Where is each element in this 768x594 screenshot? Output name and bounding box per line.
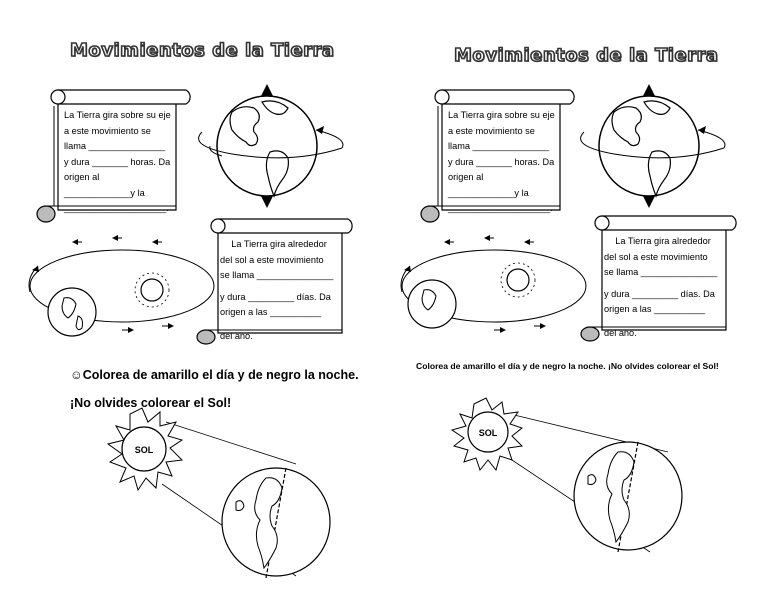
rotation-text bbox=[64, 108, 172, 217]
rotation-line: origen al bbox=[64, 172, 100, 182]
rotating-earth-figure bbox=[574, 82, 734, 212]
translation-line: del año. bbox=[604, 327, 637, 338]
instruction-text: Colorea de amarillo el día y de negro la noche. bbox=[82, 368, 359, 382]
rotation-line: llama _______________ bbox=[448, 141, 550, 151]
translation-line: del sol a este movimiento bbox=[604, 251, 708, 262]
rotation-line: llama _______________ bbox=[64, 141, 166, 151]
day-night-figure bbox=[438, 392, 698, 562]
rotation-line: ____________________. bbox=[448, 203, 553, 213]
translation-scroll bbox=[196, 215, 360, 345]
translation-text bbox=[604, 234, 722, 342]
translation-line: y dura _________ días. Da bbox=[604, 288, 715, 299]
rotation-line: a este movimiento se bbox=[448, 125, 535, 136]
instruction-text: Colorea de amarillo el día y de negro la noche. ¡No olvides colorear el Sol! bbox=[416, 361, 719, 371]
sun-label: SOL bbox=[134, 445, 154, 455]
sun-large bbox=[108, 408, 182, 490]
translation-line: La Tierra gira alrededor bbox=[231, 239, 327, 249]
smiley-icon: ☺ bbox=[70, 368, 83, 382]
rotation-text bbox=[448, 108, 556, 217]
rotation-line: _____________y la bbox=[448, 187, 529, 198]
north-pole-arrow bbox=[261, 84, 273, 96]
translation-line: se llama _______________ bbox=[220, 270, 334, 281]
rotation-scroll bbox=[420, 80, 580, 228]
orbit-figure bbox=[22, 234, 222, 344]
rotation-line: La Tierra gira sobre su eje bbox=[64, 110, 171, 120]
translation-line: del año. bbox=[220, 330, 253, 341]
instruction-line-2: ¡No olvides colorear el Sol! bbox=[70, 396, 232, 410]
sun-label: SOL bbox=[478, 428, 498, 438]
earth-large bbox=[222, 468, 330, 578]
translation-line: del sol a este movimiento bbox=[220, 254, 324, 265]
earth-small bbox=[48, 288, 96, 336]
worksheet-title: Movimientos de la Tierra bbox=[454, 45, 719, 66]
worksheet-right bbox=[384, 0, 768, 594]
instruction-line-1 bbox=[70, 368, 359, 382]
translation-line: origen a las __________ bbox=[604, 304, 706, 315]
rotation-line: a este movimiento se bbox=[64, 125, 151, 136]
translation-scroll bbox=[580, 212, 744, 342]
south-pole-arrow bbox=[261, 196, 273, 208]
day-night-figure bbox=[96, 404, 336, 584]
rotation-line: _____________y la bbox=[64, 187, 145, 198]
rotation-line: La Tierra gira sobre su eje bbox=[448, 110, 555, 120]
sun-small bbox=[135, 273, 169, 307]
rotating-earth-figure bbox=[192, 82, 352, 212]
orbit-figure bbox=[394, 234, 594, 344]
rotation-line: ____________________. bbox=[64, 203, 169, 213]
translation-line: La Tierra gira alrededor bbox=[615, 236, 711, 246]
worksheet-title: Movimientos de la Tierra bbox=[70, 40, 335, 61]
translation-text bbox=[220, 237, 338, 345]
rotation-scroll bbox=[36, 80, 196, 228]
rotation-line: origen al bbox=[448, 172, 484, 182]
translation-line: se llama _______________ bbox=[604, 267, 718, 278]
earth-globe bbox=[217, 96, 317, 196]
translation-line: y dura _________ días. Da bbox=[220, 291, 331, 302]
translation-line: origen a las __________ bbox=[220, 307, 322, 318]
rotation-line: y dura _______ horas. Da bbox=[64, 156, 171, 167]
rotation-line: y dura _______ horas. Da bbox=[448, 156, 555, 167]
